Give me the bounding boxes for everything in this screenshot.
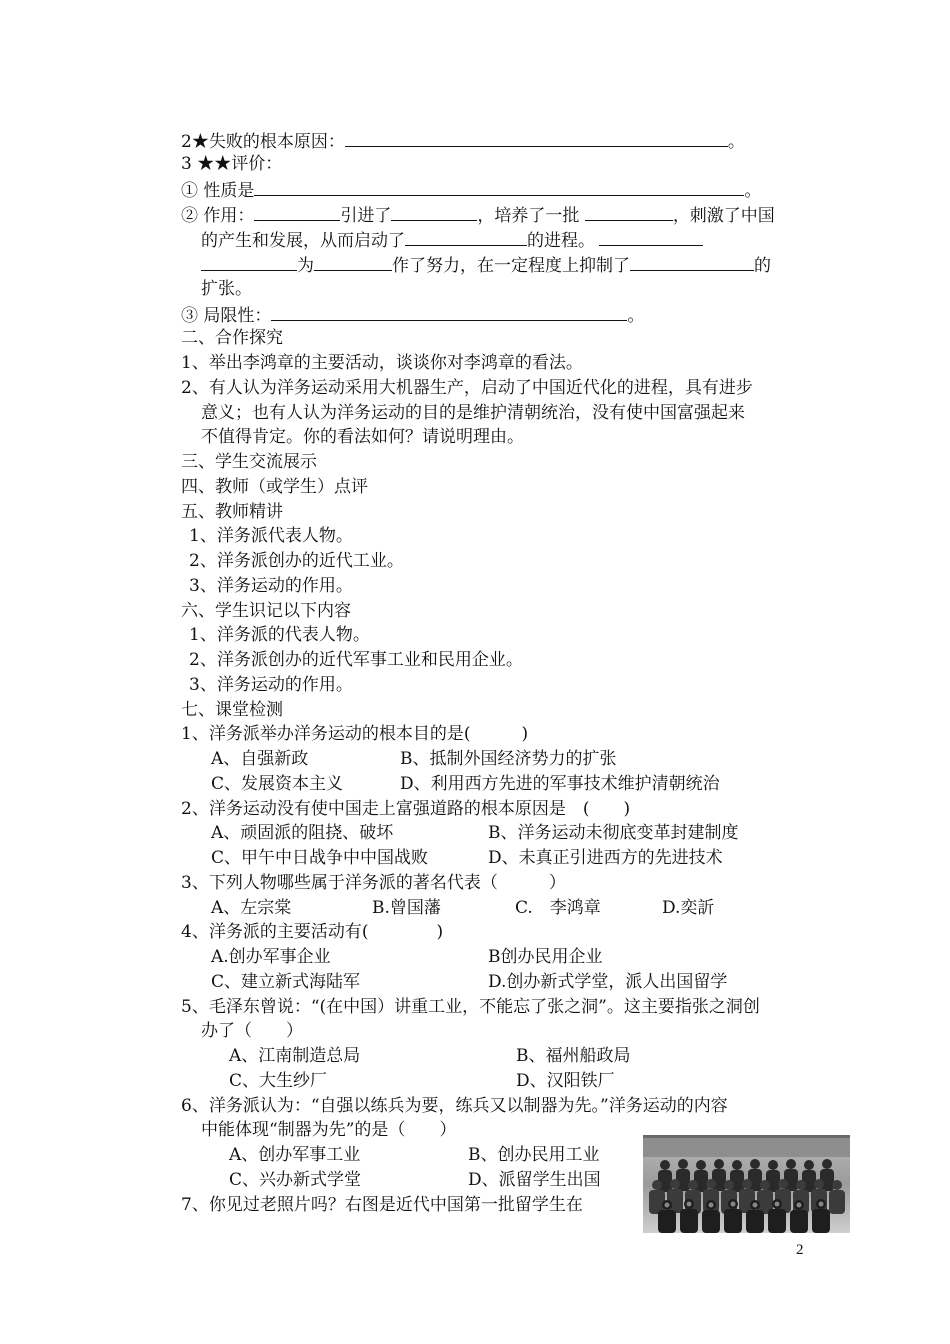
quiz-option[interactable]: B、洋务运动未彻底变革封建制度 (488, 823, 739, 843)
quiz-question: 1、洋务派举办洋务运动的根本目的是( ) (181, 724, 529, 744)
quiz-option[interactable]: B创办民用企业 (488, 947, 603, 967)
quiz-question: 中能体现“制器为先”的是（ ） (201, 1120, 457, 1140)
heading-line: 3 ★★评价： (181, 154, 283, 174)
quiz-option[interactable]: C、兴办新式学堂 (229, 1170, 362, 1190)
quiz-option[interactable]: C、建立新式海陆军 (211, 972, 361, 992)
fill-blank[interactable] (345, 128, 728, 147)
fill-blank[interactable] (201, 252, 297, 271)
section-heading: 五、教师精讲 (181, 502, 283, 522)
section-heading: 七、课堂检测 (181, 700, 283, 720)
quiz-option[interactable]: D、未真正引进西方的先进技术 (488, 848, 723, 868)
quiz-option[interactable]: A.创办军事企业 (211, 947, 331, 967)
text: 。 (627, 306, 645, 326)
question-line (201, 227, 703, 253)
quiz-question: 7、你见过老照片吗？右图是近代中国第一批留学生在 (181, 1195, 583, 1215)
section-heading: 三、学生交流展示 (181, 452, 317, 472)
text: 。 (744, 181, 762, 201)
fill-blank[interactable] (405, 227, 527, 246)
question-line (181, 177, 761, 203)
question-line (181, 128, 745, 154)
historic-students-photo (643, 1135, 850, 1233)
text: 。 (727, 132, 745, 152)
text-line: 扩张。 (201, 279, 252, 299)
quiz-option[interactable]: B.曾国藩 (372, 898, 441, 918)
fill-blank[interactable] (630, 252, 754, 271)
quiz-option[interactable]: A、自强新政 (211, 749, 309, 769)
text: ③ 局限性： (181, 306, 272, 326)
quiz-question: 6、洋务派认为：“自强以练兵为要，练兵又以制器为先。”洋务运动的内容 (181, 1096, 728, 1116)
list-item: 3、洋务运动的作用。 (189, 576, 353, 596)
text-line: 1、举出李鸿章的主要活动，谈谈你对李鸿章的看法。 (181, 353, 583, 373)
text: ，刺激了中国 (672, 206, 775, 226)
fill-blank[interactable] (314, 252, 392, 271)
text: 作了努力，在一定程度上抑制了 (392, 256, 630, 276)
section-heading: 二、合作探究 (181, 328, 283, 348)
list-item: 2、洋务派创办的近代工业。 (189, 551, 404, 571)
question-line (181, 202, 775, 228)
fill-blank[interactable] (391, 202, 477, 221)
fill-blank[interactable] (271, 302, 627, 321)
quiz-question: 2、洋务运动没有使中国走上富强道路的根本原因是 ( ) (181, 799, 631, 819)
list-item: 2、洋务派创办的近代军事工业和民用企业。 (189, 650, 523, 670)
quiz-option[interactable]: B、福州船政局 (516, 1046, 631, 1066)
text: ① 性质是 (181, 181, 255, 201)
text: 的进程。 (527, 231, 595, 251)
text-line: 意义；也有人认为洋务运动的目的是维护清朝统治，没有使中国富强起来 (201, 403, 745, 423)
quiz-option[interactable]: A、创办军事工业 (229, 1145, 361, 1165)
fill-blank[interactable] (254, 177, 744, 196)
quiz-question: 3、下列人物哪些属于洋务派的著名代表（ ） (181, 873, 566, 893)
quiz-option[interactable]: A、顽固派的阻挠、破坏 (211, 823, 394, 843)
list-item: 1、洋务派的代表人物。 (189, 625, 370, 645)
quiz-option[interactable]: D、利用西方先进的军事技术维护清朝统治 (400, 774, 720, 794)
quiz-option[interactable]: C、甲午中日战争中中国战败 (211, 848, 429, 868)
text-line: 不值得肯定。你的看法如何？请说明理由。 (201, 427, 524, 447)
quiz-question: 办了（ ） (201, 1021, 303, 1041)
quiz-option[interactable]: D.奕訢 (662, 898, 715, 918)
quiz-option[interactable]: A、左宗棠 (211, 898, 292, 918)
list-item: 1、洋务派代表人物。 (189, 526, 353, 546)
text: ，培养了一批 (477, 206, 580, 226)
text-line: 2、有人认为洋务运动采用大机器生产，启动了中国近代化的进程，具有进步 (181, 378, 753, 398)
quiz-option[interactable]: D、派留学生出国 (468, 1170, 601, 1190)
quiz-option[interactable]: D、汉阳铁厂 (516, 1071, 615, 1091)
page-number: 2 (796, 1242, 804, 1258)
quiz-question: 5、毛泽东曾说：“(在中国）讲重工业，不能忘了张之洞”。这主要指张之洞创 (181, 997, 760, 1017)
text: 的产生和发展，从而启动了 (201, 231, 405, 251)
section-heading: 六、学生识记以下内容 (181, 601, 351, 621)
quiz-option[interactable]: B、创办民用工业 (468, 1145, 600, 1165)
list-item: 3、洋务运动的作用。 (189, 675, 353, 695)
fill-blank[interactable] (599, 227, 703, 246)
quiz-option[interactable]: D.创办新式学堂，派人出国留学 (488, 972, 728, 992)
quiz-option[interactable]: A、江南制造总局 (229, 1046, 361, 1066)
section-heading: 四、教师（或学生）点评 (181, 477, 368, 497)
quiz-option[interactable]: C、发展资本主义 (211, 774, 344, 794)
quiz-question: 4、洋务派的主要活动有( ) (181, 922, 444, 942)
text: 引进了 (340, 206, 392, 226)
quiz-option[interactable]: C、大生纱厂 (229, 1071, 328, 1091)
text: 2★失败的根本原因： (181, 132, 345, 152)
text: 的 (754, 256, 771, 276)
question-line (201, 252, 771, 278)
quiz-option[interactable]: B、抵制外国经济势力的扩张 (400, 749, 617, 769)
quiz-option[interactable]: C. 李鸿章 (515, 898, 601, 918)
text: ② 作用： (181, 206, 255, 226)
text: 为 (297, 256, 314, 276)
question-line (181, 302, 644, 328)
fill-blank[interactable] (254, 202, 340, 221)
fill-blank[interactable] (585, 202, 673, 221)
